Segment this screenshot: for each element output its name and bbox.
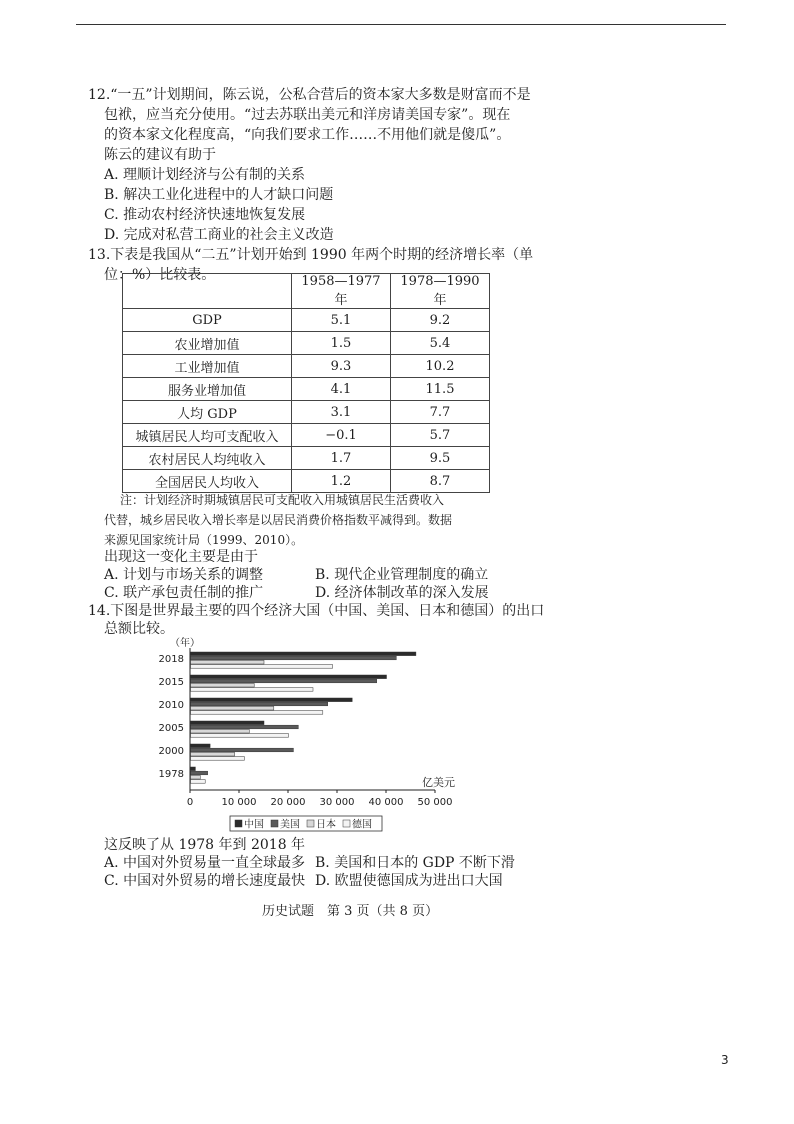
cell-period-1: 5.1 bbox=[292, 309, 391, 332]
q12-option-c: C. 推动农村经济快速地恢复发展 bbox=[104, 207, 306, 223]
x-tick-label: 20 000 bbox=[270, 797, 306, 808]
category-label-2005: 2005 bbox=[158, 723, 184, 734]
bar-中国-1978 bbox=[191, 767, 196, 771]
q13-question: 出现这一变化主要是由于 bbox=[104, 549, 258, 565]
q14-option-b: B. 美国和日本的 GDP 不断下滑 bbox=[315, 855, 515, 871]
cell-period-2: 11.5 bbox=[391, 378, 490, 401]
cell-period-2: 7.7 bbox=[391, 401, 490, 424]
cell-period-1: 9.3 bbox=[292, 355, 391, 378]
bar-德国-2010 bbox=[191, 711, 323, 715]
table-row bbox=[123, 401, 490, 424]
x-axis-unit-label: 亿美元 bbox=[422, 776, 455, 789]
bar-美国-2015 bbox=[191, 679, 377, 683]
q12-option-a: A. 理顺计划经济与公有制的关系 bbox=[104, 167, 306, 183]
row-label: 服务业增加值 bbox=[123, 378, 292, 401]
q13-stem-line-1: 13.下表是我国从“二五”计划开始到 1990 年两个时期的经济增长率（单 bbox=[88, 247, 534, 263]
bar-德国-2018 bbox=[191, 665, 333, 669]
legend-label-中国: 中国 bbox=[244, 819, 264, 831]
bar-中国-2010 bbox=[191, 698, 353, 702]
y-axis-unit-label: （年） bbox=[170, 638, 200, 649]
row-label: 全国居民人均收入 bbox=[123, 470, 292, 493]
q12-option-d: D. 完成对私营工商业的社会主义改造 bbox=[104, 227, 334, 243]
cell-period-1: 4.1 bbox=[292, 378, 391, 401]
q13-option-b: B. 现代企业管理制度的确立 bbox=[315, 567, 489, 583]
category-label-2000: 2000 bbox=[158, 746, 184, 757]
cell-period-2: 5.7 bbox=[391, 424, 490, 447]
bar-日本-1978 bbox=[191, 775, 201, 779]
table-header-corner bbox=[123, 274, 292, 309]
q14-question: 这反映了从 1978 年到 2018 年 bbox=[104, 837, 306, 853]
cell-period-2: 9.5 bbox=[391, 447, 490, 470]
cell-period-1: 1.5 bbox=[292, 332, 391, 355]
table-row bbox=[123, 309, 490, 332]
x-tick-label: 50 000 bbox=[417, 797, 453, 808]
x-tick-label: 0 bbox=[186, 797, 194, 808]
bar-德国-2005 bbox=[191, 734, 289, 738]
bar-德国-2015 bbox=[191, 688, 314, 692]
bar-日本-2010 bbox=[191, 706, 274, 710]
cell-period-1: 1.2 bbox=[292, 470, 391, 493]
q13-option-c: C. 联产承包责任制的推广 bbox=[104, 585, 264, 601]
x-tick-label: 10 000 bbox=[221, 797, 257, 808]
growth-rate-table bbox=[122, 273, 490, 493]
bar-德国-1978 bbox=[191, 780, 206, 784]
row-label: 人均 GDP bbox=[123, 401, 292, 424]
table-row bbox=[123, 332, 490, 355]
cell-period-1: 1.7 bbox=[292, 447, 391, 470]
row-label: 农村居民人均纯收入 bbox=[123, 447, 292, 470]
q14-stem-line-1: 14.下图是世界最主要的四个经济大国（中国、美国、日本和德国）的出口 bbox=[88, 603, 545, 619]
bar-日本-2005 bbox=[191, 729, 250, 733]
category-label-2015: 2015 bbox=[158, 677, 184, 688]
cell-period-2: 5.4 bbox=[391, 332, 490, 355]
table-header-period-2: 1978—1990 年 bbox=[391, 274, 490, 309]
top-rule bbox=[76, 24, 726, 25]
row-label: 城镇居民人均可支配收入 bbox=[123, 424, 292, 447]
chart-bars bbox=[191, 652, 416, 783]
bar-中国-2005 bbox=[191, 721, 265, 725]
q14-option-c: C. 中国对外贸易的增长速度最快 bbox=[104, 873, 306, 889]
q14-option-d: D. 欧盟使德国成为进出口大国 bbox=[315, 873, 503, 889]
page-footer: 历史试题 第 3 页（共 8 页） bbox=[262, 904, 439, 919]
category-label-2010: 2010 bbox=[158, 700, 184, 711]
bar-美国-2010 bbox=[191, 702, 328, 706]
bar-中国-2015 bbox=[191, 675, 387, 679]
q12-stem-line-4: 陈云的建议有助于 bbox=[104, 147, 216, 163]
bar-美国-2018 bbox=[191, 656, 397, 660]
legend-label-德国: 德国 bbox=[352, 819, 372, 831]
q12-option-b: B. 解决工业化进程中的人才缺口问题 bbox=[104, 187, 334, 203]
cell-period-1: 3.1 bbox=[292, 401, 391, 424]
q13-note-line-1: 注：计划经济时期城镇居民可支配收入用城镇居民生活费收入 bbox=[120, 493, 445, 507]
q14-stem-line-2: 总额比较。 bbox=[104, 621, 174, 637]
cell-period-2: 10.2 bbox=[391, 355, 490, 378]
cell-period-2: 9.2 bbox=[391, 309, 490, 332]
legend-swatch-日本 bbox=[307, 820, 314, 827]
table-row bbox=[123, 355, 490, 378]
bar-中国-2000 bbox=[191, 744, 211, 748]
q12-stem-line-1: 12.“一五”计划期间，陈云说，公私合营后的资本家大多数是财富而不是 bbox=[88, 87, 531, 103]
legend-label-日本: 日本 bbox=[316, 819, 336, 831]
category-label-1978: 1978 bbox=[158, 769, 184, 780]
bar-日本-2015 bbox=[191, 683, 255, 687]
x-tick-label: 30 000 bbox=[319, 797, 355, 808]
q13-stem-line-2: 位：%）比较表。 bbox=[104, 267, 216, 283]
x-tick-label: 40 000 bbox=[368, 797, 404, 808]
bar-中国-2018 bbox=[191, 652, 416, 656]
table-header-row bbox=[123, 274, 490, 309]
chart-legend bbox=[230, 816, 382, 831]
q13-note-line-3: 来源见国家统计局（1999、2010）。 bbox=[104, 533, 304, 547]
row-label: GDP bbox=[123, 309, 292, 332]
bar-德国-2000 bbox=[191, 757, 245, 761]
row-label: 工业增加值 bbox=[123, 355, 292, 378]
q13-option-a: A. 计划与市场关系的调整 bbox=[104, 567, 264, 583]
bar-美国-2005 bbox=[191, 725, 299, 729]
cell-period-2: 8.7 bbox=[391, 470, 490, 493]
legend-label-美国: 美国 bbox=[280, 819, 300, 831]
category-label-2018: 2018 bbox=[158, 654, 184, 665]
cell-period-1: −0.1 bbox=[292, 424, 391, 447]
q12-stem-line-2: 包袱，应当充分使用。“过去苏联出美元和洋房请美国专家”。现在 bbox=[104, 107, 511, 123]
q12-stem-line-3: 的资本家文化程度高，“向我们要求工作……不用他们就是傻瓜”。 bbox=[104, 127, 511, 143]
row-label: 农业增加值 bbox=[123, 332, 292, 355]
page-number: 3 bbox=[721, 1053, 729, 1067]
table-header-period-1: 1958—1977 年 bbox=[292, 274, 391, 309]
legend-swatch-美国 bbox=[271, 820, 278, 827]
export-bar-chart bbox=[150, 632, 480, 842]
table-row bbox=[123, 447, 490, 470]
q13-note-line-2: 代替，城乡居民收入增长率是以居民消费价格指数平减得到。数据 bbox=[104, 513, 453, 527]
bar-日本-2000 bbox=[191, 752, 235, 756]
q13-option-d: D. 经济体制改革的深入发展 bbox=[315, 585, 489, 601]
legend-swatch-德国 bbox=[343, 820, 350, 827]
q14-option-a: A. 中国对外贸易量一直全球最多 bbox=[104, 855, 306, 871]
table-row bbox=[123, 378, 490, 401]
bar-美国-2000 bbox=[191, 748, 294, 752]
bar-日本-2018 bbox=[191, 660, 265, 664]
legend-swatch-中国 bbox=[235, 820, 242, 827]
table-row bbox=[123, 424, 490, 447]
bar-美国-1978 bbox=[191, 771, 208, 775]
